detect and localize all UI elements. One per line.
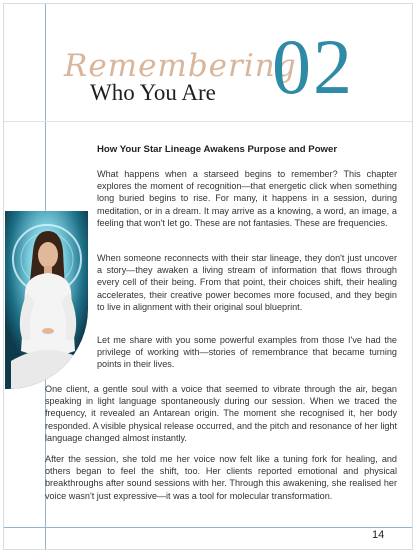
paragraph-2: When someone reconnects with their star lineage, they don't just uncover a story—they awaken a living stream of information that flows through every cell of their being. From that point, their choices shift, their healing accelerates, their creative power becomes more focused, and they begin to live in alignment with their original soul blueprint. <box>97 253 397 312</box>
paragraph-1: What happens when a starseed begins to remember? This chapter explores the moment of recognition—that energetic click when something long buried begins to rise. For many, it happens in a session, during meditation, or in a dream. It may arrive as a knowing, a word, an image, a feeling that won't let go. These are not fantasies. These are frequencies. <box>97 169 397 228</box>
paragraph-5: After the session, she told me her voice now felt like a tuning fork for healing, and others began to feel the shift, too. Her clients reported emotional and physical breakthroughs after sound sessions with her. Through this awakening, she realised her voice wasn't just expressive—it was a tool for molecular transformation. <box>45 454 397 501</box>
meditating-woman-image <box>5 211 88 389</box>
document-page <box>3 3 413 550</box>
chapter-title: Who You Are <box>90 80 216 105</box>
header-rule <box>4 121 412 122</box>
chapter-number: 02 <box>272 23 354 110</box>
section-heading: How Your Star Lineage Awakens Purpose and Power <box>97 144 338 155</box>
paragraph-3: Let me share with you some powerful examples from those I've had the privilege of working with—stories of remembrance that became turning points in their lives. <box>97 335 397 370</box>
page-number: 14 <box>372 529 385 541</box>
script-title: Remembering <box>64 48 297 84</box>
footer-rule <box>4 527 412 528</box>
paragraph-4: One client, a gentle soul with a voice that seemed to vibrate through the air, began speaking in light language spontaneously during our session. When we traced the frequency, it revealed an Antarean origin. The moment she recognised it, her body responded. A visible physical release occurred, and the pitch and resonance of her light language changed almost instantly. <box>45 384 397 443</box>
